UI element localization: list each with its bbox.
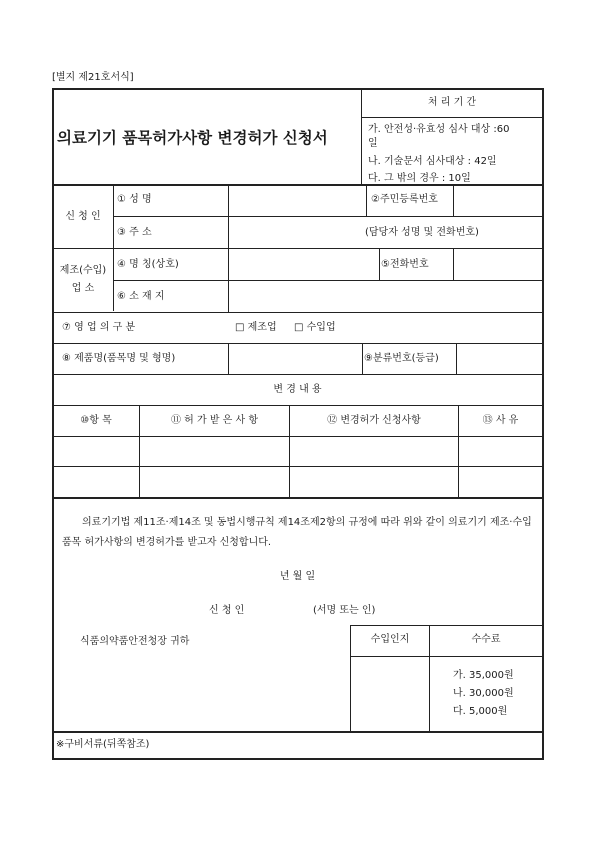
business-label-line-2: 업 소 [71, 283, 95, 294]
processing-line-3: 다. 그 밖의 경우 : 10일 [368, 173, 471, 184]
business-name-label: ④ 명 칭(상호) [117, 259, 179, 270]
footer-note: ※구비서류(뒤쪽참조) [56, 739, 150, 750]
business-location-label: ⑥ 소 재 지 [117, 291, 165, 302]
page-title: 의료기기 품목허가사항 변경허가 신청서 [57, 129, 328, 147]
id-number-label: ②주민등록번호 [371, 194, 438, 205]
option-manufacture[interactable]: □ 제조업 [235, 322, 277, 333]
signature-note: (서명 또는 인) [313, 605, 376, 616]
declaration-text: 의료기기법 제11조·제14조 및 동법시행규칙 제14조제2항의 규정에 따라 위와 같이 의료기기 제조·수입품목 허가사항의 변경허가를 받고자 신청합니다. [62, 517, 532, 548]
processing-line-1: 가. 안전성·유효성 심사 대상 :60 [368, 124, 510, 135]
revenue-stamp-label: 수입인지 [370, 634, 410, 645]
business-phone-label: ⑤전화번호 [381, 259, 429, 270]
signer-label: 신 청 인 [209, 605, 245, 616]
contact-note: (담당자 성명 및 전화번호) [365, 227, 479, 238]
classification-label: ⑨분류번호(등급) [364, 353, 439, 364]
applicant-label: 신 청 인 [65, 211, 101, 222]
business-type-label: ⑦ 영 업 의 구 분 [62, 322, 136, 333]
col-reason: ⑬ 사 유 [482, 415, 519, 426]
fee-item-3: 다. 5,000원 [453, 706, 508, 717]
address-label: ③ 주 소 [117, 227, 152, 238]
product-name-label: ⑧ 제품명(품목명 및 형명) [62, 353, 176, 364]
processing-line-2: 나. 기술문서 심사대상 : 42일 [368, 156, 497, 167]
col-approved: ⑪ 허 가 받 은 사 항 [170, 415, 259, 426]
form-number: [별지 제21호서식] [52, 72, 134, 83]
recipient: 식품의약품안전청장 귀하 [80, 636, 190, 647]
date-label: 년 월 일 [279, 571, 316, 582]
option-import[interactable]: □ 수입업 [294, 322, 336, 333]
processing-header: 처 리 기 간 [427, 97, 477, 108]
col-requested: ⑫ 변경허가 신청사항 [327, 415, 421, 426]
processing-line-1-cont: 일 [368, 138, 378, 149]
fee-label: 수수료 [471, 634, 501, 645]
business-label-line-1: 제조(수입) [59, 265, 107, 276]
name-label: ① 성 명 [117, 194, 152, 205]
col-item: ⑩항 목 [80, 415, 112, 426]
changes-header: 변 경 내 용 [273, 384, 322, 395]
fee-item-2: 나. 30,000원 [453, 688, 514, 699]
fee-item-1: 가. 35,000원 [453, 670, 514, 681]
